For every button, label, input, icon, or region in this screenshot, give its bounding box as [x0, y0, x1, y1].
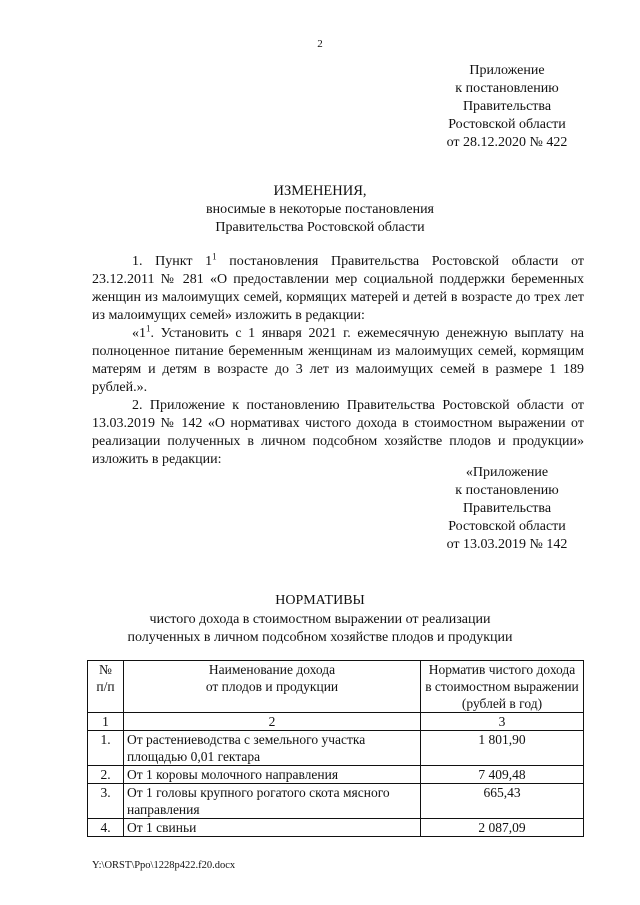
appendix-line: Ростовской области: [448, 117, 566, 132]
quoted-paragraph: «$1^1$. Установить с 1 января 2021 г. ежемесячную денежную выплату на полноценное питание беременным женщинам из малоимущих семей, кормящим матерям и детям в возрасте до 3 лет из малоимущих семей в размере 1 189 рублей.».: [92, 323, 584, 395]
appendix-line: к постановлению: [455, 483, 559, 498]
row-num: 1.: [88, 731, 124, 766]
row-num: 2.: [88, 766, 124, 784]
header-name: Наименование дохода от плодов и продукции: [124, 661, 421, 713]
row-value: 2 087,09: [421, 819, 584, 837]
header-value: Норматив чистого дохода в стоимостном выражении (рублей в год): [421, 661, 584, 713]
appendix-header: [432, 62, 582, 152]
table-cell: 2: [124, 713, 421, 731]
changes-subtitle-line: вносимые в некоторые постановления: [205, 202, 434, 217]
row-name: От 1 свиньи: [124, 819, 421, 837]
table-row: [88, 766, 584, 784]
paragraph-2: 2. Приложение к постановлению Правительства Ростовской области от 13.03.2019 № 142 «О нормативах чистого дохода в стоимостном выражении от реализации полученных в личном подсобном хозяйстве плодов и продукции» изложить в редакции:: [92, 398, 584, 467]
row-num: 4.: [88, 819, 124, 837]
changes-title: ИЗМЕНЕНИЯ,: [273, 183, 367, 199]
table-cell: 3: [421, 713, 584, 731]
appendix-line: от 28.12.2020 № 422: [446, 135, 568, 150]
amendments-body: [92, 253, 584, 469]
appendix-line: от 13.03.2019 № 142: [446, 537, 568, 552]
norms-subtitle-line: полученных в личном подсобном хозяйстве плодов и продукции: [127, 630, 513, 645]
row-name: От 1 коровы молочного направления: [124, 766, 421, 784]
table-row: [88, 819, 584, 837]
appendix-line: к постановлению: [455, 81, 559, 96]
norms-table: [87, 660, 584, 837]
row-value: 665,43: [421, 784, 584, 819]
column-number-row: [88, 713, 584, 731]
table-header-row: [88, 661, 584, 713]
paragraph-1: 1. Пункт $1^1$ постановления Правительства Ростовской области от 23.12.2011 № 281 «О предоставлении мер социальной поддержки беременных женщин из малоимущих семей, кормящих матерей и детей в возрасте до трех лет из малоимущих семей» изложить в редакции:: [92, 251, 584, 323]
appendix-line: Правительства: [462, 99, 552, 114]
norms-subtitle-line: чистого дохода в стоимостном выражении от реализации: [149, 612, 491, 627]
header-num: № п/п: [88, 661, 124, 713]
row-name: От 1 головы крупного рогатого скота мясного направления: [124, 784, 421, 819]
appendix-line: Ростовской области: [448, 519, 566, 534]
table-cell: 1: [88, 713, 124, 731]
appendix-line: Правительства: [462, 501, 552, 516]
row-num: 3.: [88, 784, 124, 819]
footer-file-path: Y:\ORST\Ppo\1228p422.f20.docx: [92, 860, 236, 871]
norms-subtitle: [0, 611, 640, 647]
row-value: 7 409,48: [421, 766, 584, 784]
norms-title: НОРМАТИВЫ: [275, 593, 365, 608]
appendix-line: Приложение: [469, 63, 545, 78]
table-row: [88, 784, 584, 819]
row-name: От растениеводства с земельного участка площадью 0,01 гектара: [124, 731, 421, 766]
table-row: [88, 731, 584, 766]
row-value: 1 801,90: [421, 731, 584, 766]
changes-subtitle-line: Правительства Ростовской области: [215, 220, 425, 235]
changes-subtitle: [0, 201, 640, 237]
appendix-line: «Приложение: [465, 465, 549, 480]
quoted-appendix-header: [432, 464, 582, 554]
page-number: 2: [317, 38, 323, 50]
